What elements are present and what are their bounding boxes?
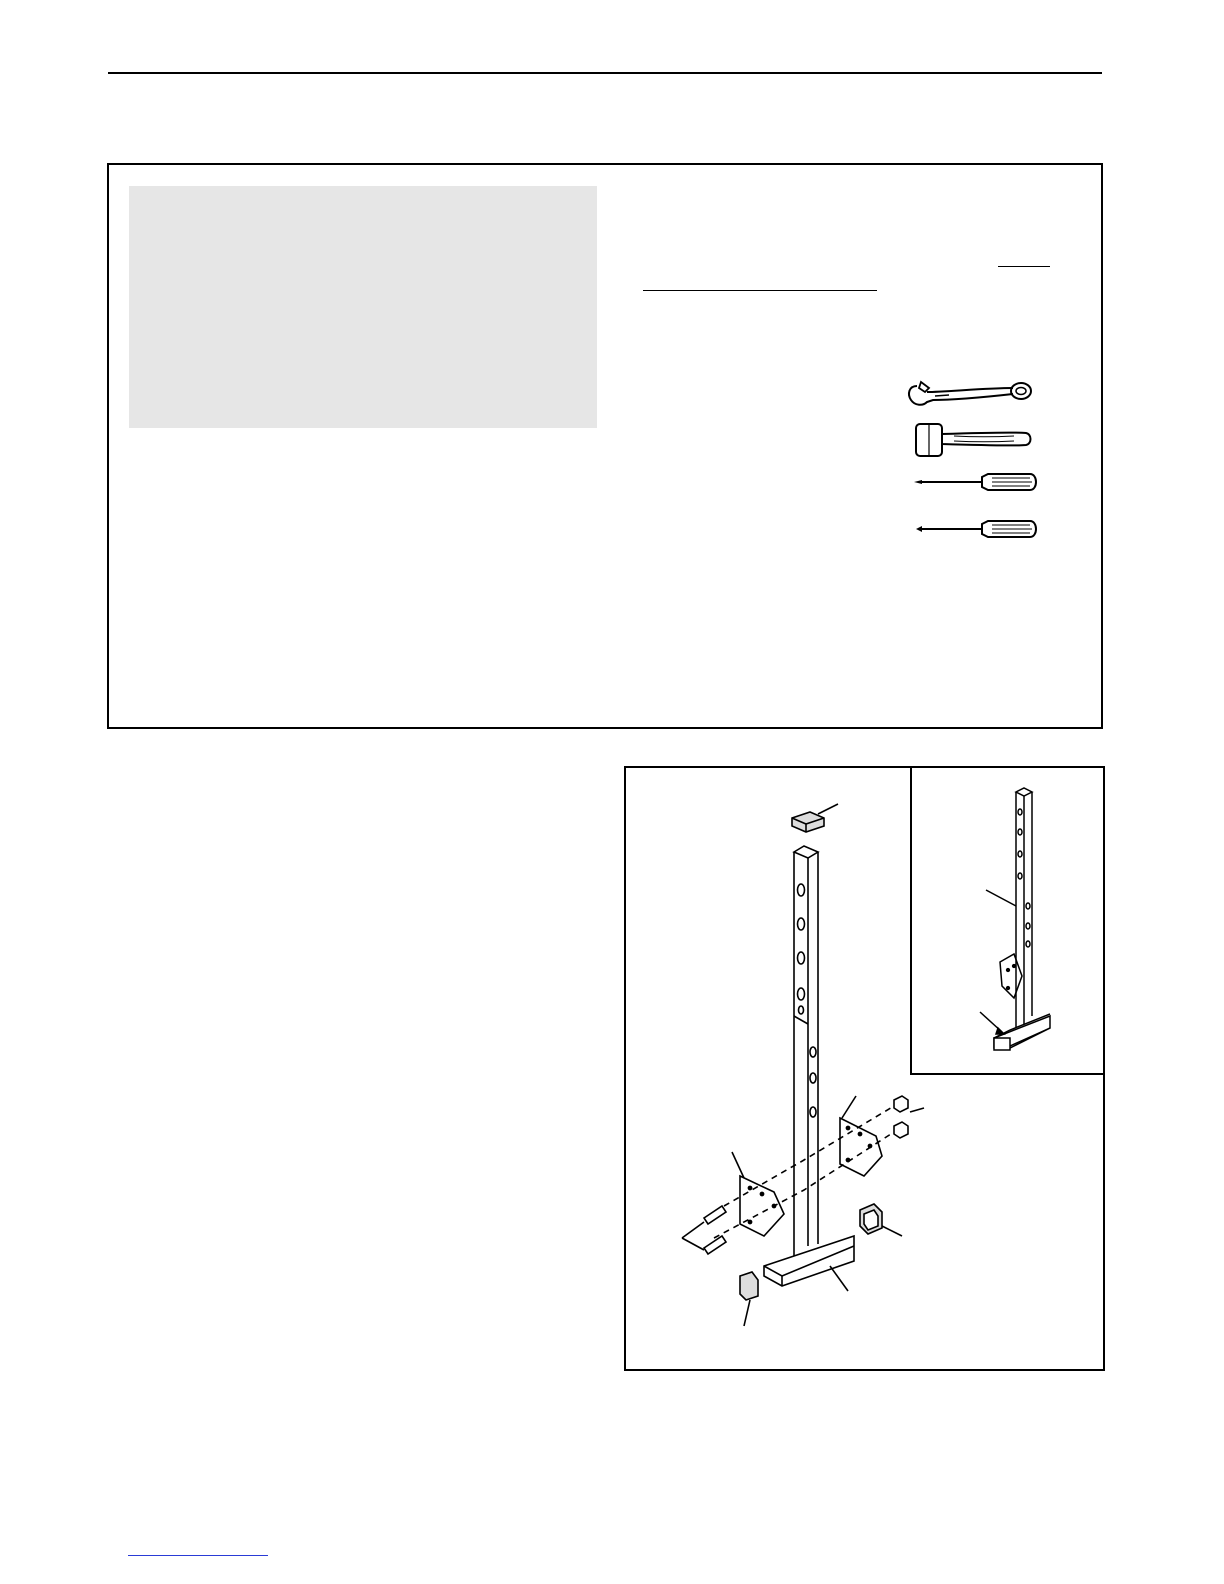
assembled-upright-inset: [910, 766, 1105, 1075]
underline-rule-2: [643, 290, 877, 291]
shaded-note-panel: [129, 186, 597, 428]
header-rule: [108, 72, 1102, 74]
underline-rule-1: [998, 266, 1050, 267]
adjustable-wrench-icon: [905, 378, 1035, 418]
phillips-screwdriver-icon: [912, 518, 1042, 540]
rubber-mallet-icon: [914, 420, 1034, 460]
footer-link-rule[interactable]: [128, 1555, 268, 1556]
flat-screwdriver-icon: [912, 471, 1042, 493]
